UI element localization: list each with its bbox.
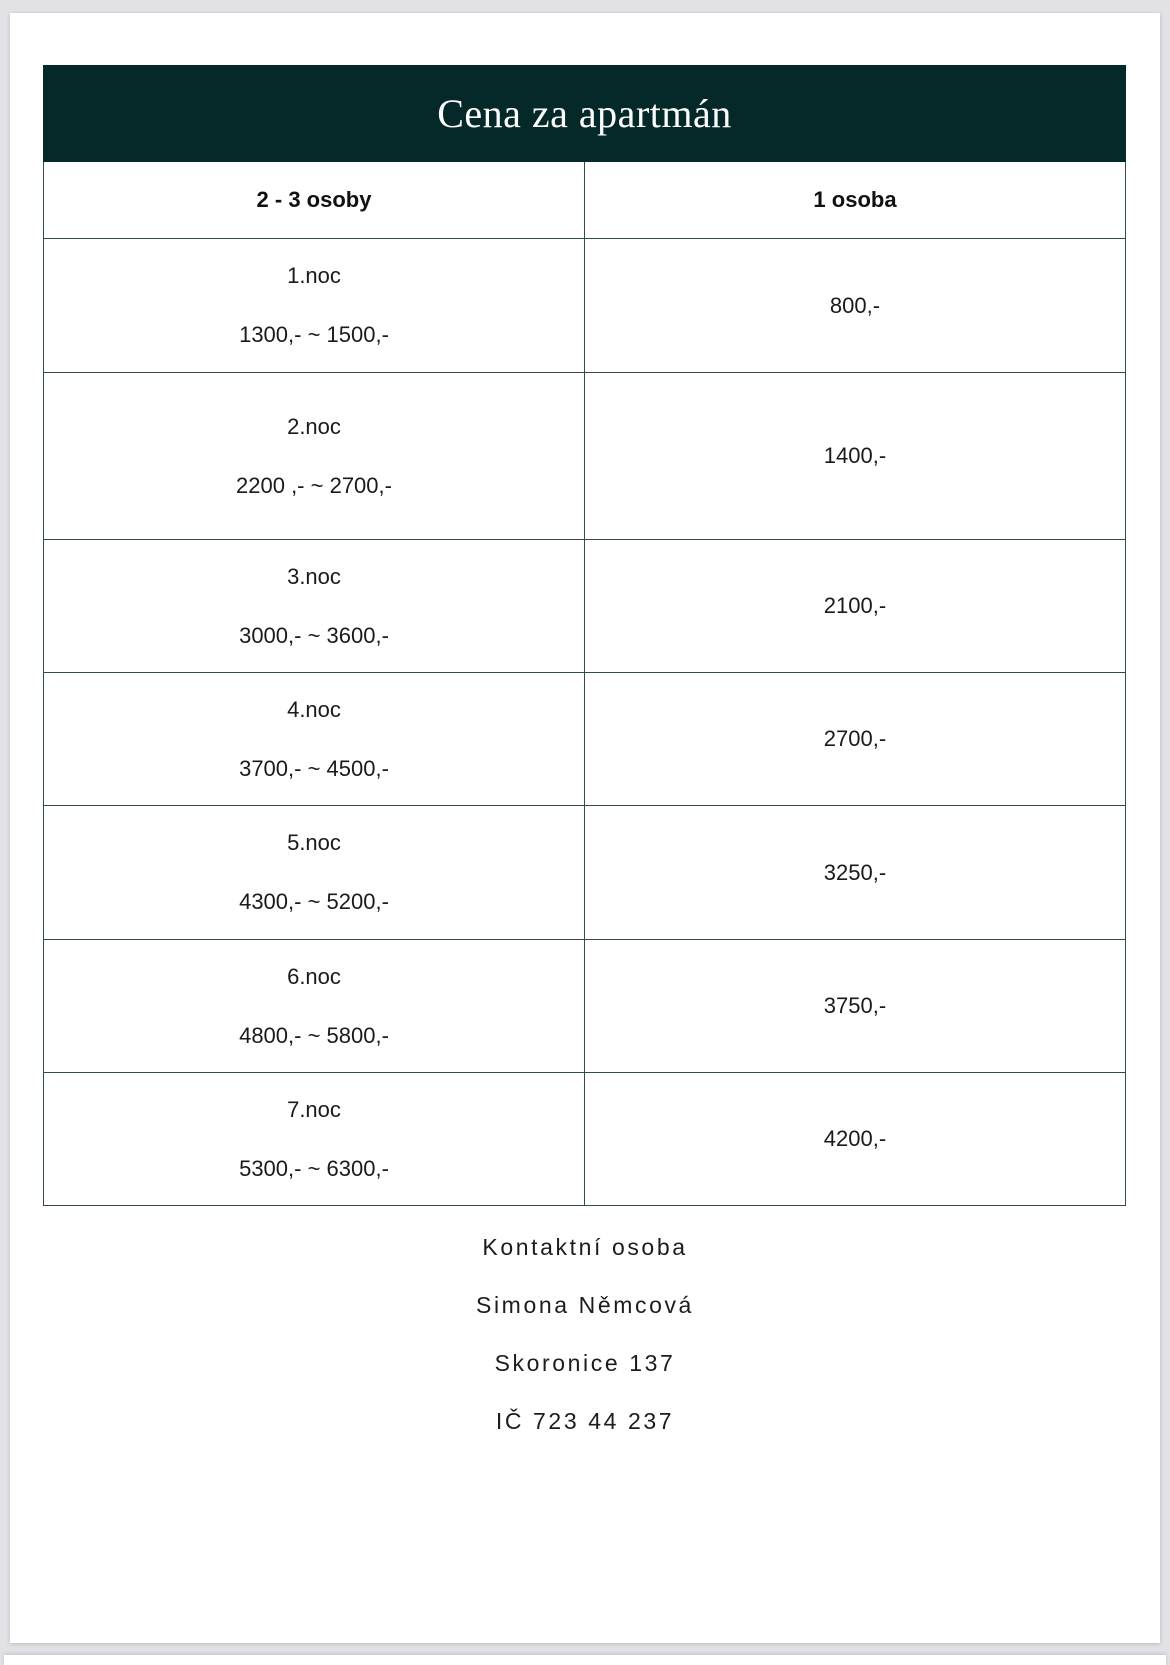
- next-page-edge: [4, 1655, 1166, 1665]
- single-price: 4200,-: [584, 1073, 1125, 1205]
- header-group: 2 - 3 osoby: [256, 187, 372, 212]
- contact-address: Skoronice 137: [494, 1350, 676, 1376]
- single-price: 2100,-: [584, 540, 1125, 672]
- group-price: 3700,- ~ 4500,-: [239, 755, 389, 781]
- single-price: 2700,-: [584, 673, 1125, 805]
- group-price: 2200 ,- ~ 2700,-: [236, 472, 392, 498]
- single-price: 3750,-: [584, 940, 1125, 1072]
- table-row: [44, 805, 1125, 939]
- page-title: Cena za apartmán: [437, 91, 732, 136]
- night-label: 7.noc: [287, 1096, 341, 1122]
- group-price-cell: [44, 239, 584, 372]
- night-label: 4.noc: [287, 696, 341, 722]
- group-price: 3000,- ~ 3600,-: [239, 622, 389, 648]
- night-label: 6.noc: [287, 963, 341, 989]
- group-price-cell: [44, 806, 584, 939]
- table-row: [44, 372, 1125, 539]
- night-label: 3.noc: [287, 563, 341, 589]
- group-price-cell: [44, 673, 584, 805]
- contact-block: [0, 1218, 1170, 1450]
- group-price: 5300,- ~ 6300,-: [239, 1155, 389, 1181]
- single-price: 1400,-: [584, 373, 1125, 539]
- table-header-row: [44, 162, 1125, 238]
- night-label: 5.noc: [287, 830, 341, 855]
- night-label: 2.noc: [287, 413, 341, 439]
- table-row: [44, 672, 1125, 805]
- table-row: [44, 939, 1125, 1072]
- contact-name: Simona Němcová: [476, 1292, 694, 1318]
- contact-label: Kontaktní osoba: [482, 1234, 688, 1260]
- title-band: [43, 65, 1126, 162]
- table-row: [44, 1072, 1125, 1205]
- night-label: 1.noc: [287, 263, 341, 288]
- group-price-cell: [44, 540, 584, 672]
- group-price-cell: [44, 1073, 584, 1205]
- group-price: 4300,- ~ 5200,-: [239, 889, 389, 914]
- group-price: 1300,- ~ 1500,-: [239, 322, 389, 347]
- single-price: 800,-: [584, 239, 1125, 372]
- group-price-cell: [44, 373, 584, 539]
- header-single: 1 osoba: [584, 162, 1125, 238]
- single-price: 3250,-: [584, 806, 1125, 939]
- table-row: [44, 238, 1125, 372]
- contact-company-id: IČ 723 44 237: [495, 1408, 675, 1434]
- table-row: [44, 539, 1125, 672]
- group-price-cell: [44, 940, 584, 1072]
- price-table: [43, 162, 1126, 1206]
- group-price: 4800,- ~ 5800,-: [239, 1022, 389, 1048]
